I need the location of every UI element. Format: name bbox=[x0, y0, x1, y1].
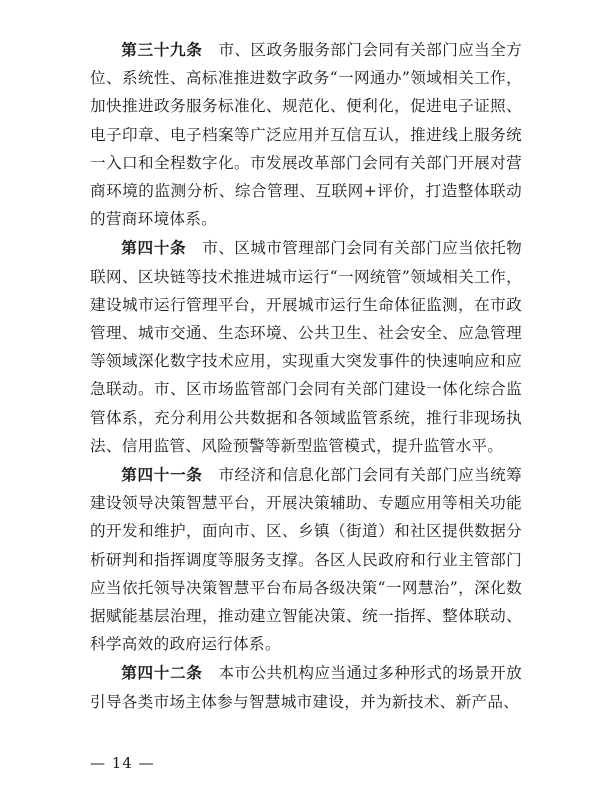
article-39 bbox=[90, 36, 522, 233]
article-body: 市经济和信息化部门会同有关部门应当统筹建设领导决策智慧平台，开展决策辅助、专题应用等相关功能的开发和维护，面向市、区、乡镇（街道）和社区提供数据分析研判和指挥调度等服务支撑。各区人民政府和行业主管部门应当依托领导决策智慧平台布局各级决策“一网慧治”，深化数据赋能基层治理，推动建立智能决策、统一指挥、整体联动、科学高效的政府运行体系。 bbox=[90, 466, 522, 654]
article-heading: 第四十二条 bbox=[121, 664, 203, 683]
document-page bbox=[90, 36, 522, 717]
article-heading: 第四十条 bbox=[121, 239, 187, 258]
article-41 bbox=[90, 461, 522, 658]
article-heading: 第三十九条 bbox=[121, 41, 203, 59]
article-42 bbox=[90, 659, 522, 715]
article-body: 本市公共机构应当通过多种形式的场景开放引导各类市场主体参与智慧城市建设，并为新技术、新产品、 bbox=[90, 664, 522, 711]
article-body: 市、区政务服务部门会同有关部门应当全方位、系统性、高标准推进数字政务“一网通办”领域相关工作，加快推进政务服务标准化、规范化、便利化，促进电子证照、电子印章、电子档案等广泛应用并互信互认，推进线上服务统一入口和全程数字化。市发展改革部门会同有关部门开展对营商环境的监测分析、综合管理、互联网+评价，打造整体联动的营商环境体系。 bbox=[90, 41, 522, 229]
article-heading: 第四十一条 bbox=[121, 466, 203, 485]
page-number: — 14 — bbox=[90, 754, 155, 772]
article-body: 市、区城市管理部门会同有关部门应当依托物联网、区块链等技术推进城市运行“一网统管”领域相关工作，建设城市运行管理平台，开展城市运行生命体征监测，在市政管理、城市交通、生态环境、公共卫生、社会安全、应急管理等领域深化数字技术应用，实现重大突发事件的快速响应和应急联动。市、区市场监管部门会同有关部门建设一体化综合监管体系，充分利用公共数据和各领域监管系统，推行非现场执法、信用监管、风险预警等新型监管模式，提升监管水平。 bbox=[90, 239, 522, 455]
article-40 bbox=[90, 234, 522, 460]
